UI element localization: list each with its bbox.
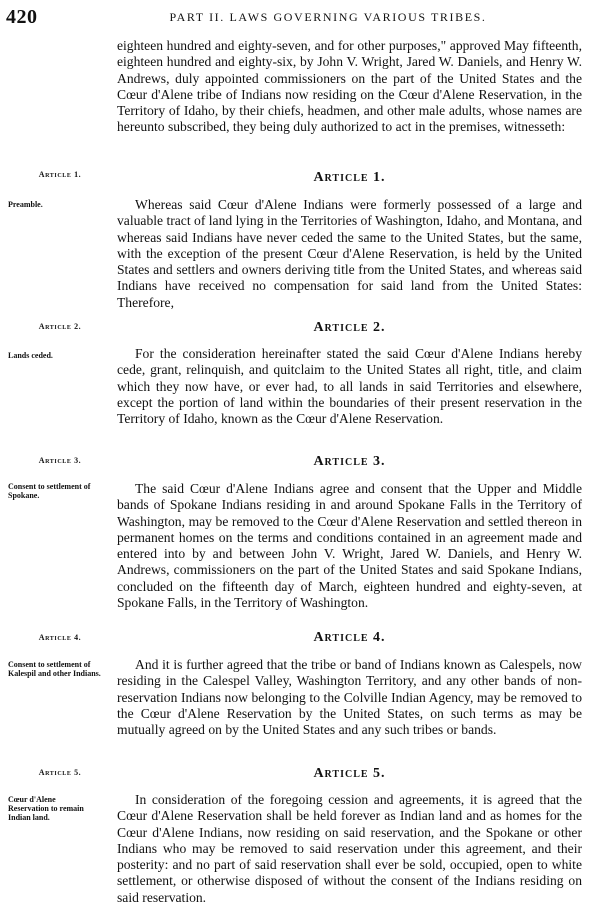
page-header [6, 6, 590, 30]
article-4-heading: Article 4. [313, 630, 386, 645]
article-1-text: Whereas said Cœur d'Alene Indians were formerly possessed of a large and valuable tract of land lying in the Territories of Washington, Idaho, and Montana, and whereas said Indians have never ceded the same to the United States, but the same, with the exception of the present Cœur d'Alene Reservation, is held by the United States and settlers and owners deriving title from the United States, and whereas said Indians have received no compensation for said land from the United States: Therefore, [117, 197, 582, 310]
margin-note-3: Consent to settlement of Spokane. [8, 482, 91, 500]
running-head: PART II. LAWS GOVERNING VARIOUS TRIBES. [169, 10, 487, 24]
margin-article-2: Article 2. [38, 322, 82, 331]
article-3-text: The said Cœur d'Alene Indians agree and consent that the Upper and Middle bands of Spokane Indians residing in and around Spokane Falls in the Territory of Washington, may be removed to the Cœur d'Alene Reservation and settled thereon in permanent homes on the terms and conditions contained in an agreement made and entered into by and between John V. Wright, Jared W. Daniels, and Henry W. Andrews, commissioners on the part of the United States and said Spokane Indians, concluded on the fifteenth day of March, eighteen hundred and eighty-seven, at Spokane Falls, in the Territory of Washington. [117, 481, 582, 611]
margin-note-1: Preamble. [8, 200, 43, 209]
margin-article-4: Article 4. [38, 633, 82, 642]
article-2-heading: Article 2. [313, 320, 386, 335]
article-1-heading: Article 1. [313, 170, 386, 185]
margin-note-5: Cœur d'Alene Reservation to remain Indian land. [8, 795, 84, 822]
margin-note-4: Consent to settlement of Kalespil and other Indians. [8, 660, 101, 678]
article-2-text: For the consideration hereinafter stated the said Cœur d'Alene Indians hereby cede, grant, relinquish, and quitclaim to the United States all right, title, and claim which they now have, or ever had, to all lands in said Territories and elsewhere, except the portion of land within the boundaries of their present reservation in the Territory of Idaho, known as the Cœur d'Alene Reservation. [117, 346, 582, 427]
page-number: 420 [6, 6, 38, 28]
margin-article-5: Article 5. [38, 768, 82, 777]
intro-paragraph: eighteen hundred and eighty-seven, and for other purposes," approved May fifteenth, eighteen hundred and eighty-six, by John V. Wright, Jared W. Daniels, and Henry W. Andrews, duly appointed commissioners on the part of the United States and the Cœur d'Alene tribe of Indians now residing on the Cœur d'Alene Reservation, in the Territory of Idaho, by their chiefs, headmen, and other male adults, whose names are hereunto subscribed, they being duly authorized to act in the premises, witnesseth: [117, 38, 582, 135]
margin-note-2: Lands ceded. [8, 351, 53, 360]
article-4-text: And it is further agreed that the tribe or band of Indians known as Calespels, now residing in the Calespel Valley, Washington Territory, and any other bands of non-reservation Indians now belonging to the Colville Indian Agency, may be removed to the Cœur d'Alene Reservation by the United States, on such terms as may be mutually agreed on by the United States and any such tribes or bands. [117, 657, 582, 738]
article-5-heading: Article 5. [313, 766, 386, 781]
article-5-text: In consideration of the foregoing cession and agreements, it is agreed that the Cœur d'Alene Reservation shall be held forever as Indian land and as homes for the Cœur d'Alene Indians, now residing on said reservation, and the Spokane or other Indians who may be removed to said reservation under this agreement, and their posterity: and no part of said reservation shall ever be sold, occupied, open to white settlement, or otherwise disposed of without the consent of the Indians residing on said reservation. [117, 792, 582, 905]
margin-article-1: Article 1. [38, 170, 82, 179]
margin-article-3: Article 3. [38, 456, 82, 465]
article-3-heading: Article 3. [313, 454, 386, 469]
